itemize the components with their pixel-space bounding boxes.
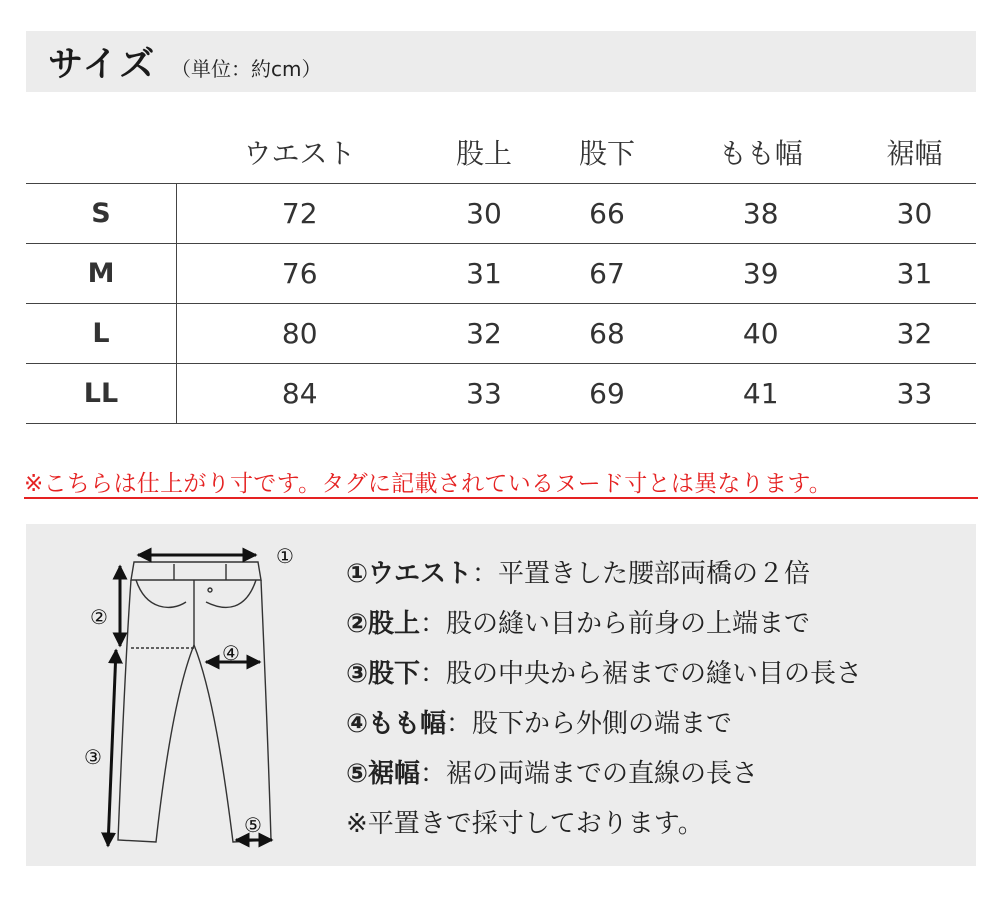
pants-outline-icon	[118, 562, 271, 842]
size-label: LL	[26, 364, 177, 424]
note-underline	[24, 497, 978, 499]
marker-inseam: ③	[84, 745, 102, 769]
table-cell: 39	[668, 244, 852, 304]
definition-term: ⑤裾幅	[346, 759, 421, 789]
definition-desc: ：股の縫い目から前身の上端まで	[420, 609, 811, 639]
size-table	[26, 120, 976, 424]
pants-diagram	[76, 540, 306, 860]
marker-waist: ①	[276, 544, 294, 568]
definition-desc: ：股の中央から裾までの縫い目の長さ	[420, 659, 863, 689]
column-header-rise: 股上	[422, 120, 545, 184]
table-cell: 72	[177, 184, 423, 244]
table-row	[26, 364, 976, 424]
title-bar	[26, 31, 976, 92]
column-header-thigh: もも幅	[668, 120, 852, 184]
table-cell: 67	[545, 244, 668, 304]
table-cell: 30	[422, 184, 545, 244]
table-row	[26, 184, 976, 244]
size-column-header	[26, 120, 177, 184]
size-label: M	[26, 244, 177, 304]
table-cell: 30	[853, 184, 976, 244]
marker-thigh: ④	[222, 641, 240, 665]
column-header-inseam: 股下	[545, 120, 668, 184]
table-cell: 31	[422, 244, 545, 304]
column-header-hem: 裾幅	[853, 120, 976, 184]
size-label: L	[26, 304, 177, 364]
definition-hem	[346, 754, 862, 804]
definition-waist	[346, 554, 862, 604]
definition-desc: ：平置きした腰部両橋の２倍	[472, 559, 811, 589]
measurement-note: ※こちらは仕上がり寸です。タグに記載されているヌード寸とは異なります。	[24, 471, 833, 497]
table-cell: 41	[668, 364, 852, 424]
definition-term: ①ウエスト	[346, 559, 473, 589]
table-cell: 76	[177, 244, 423, 304]
definition-desc: ：裾の両端までの直線の長さ	[420, 759, 759, 789]
definition-thigh	[346, 704, 862, 754]
measurement-guide	[26, 524, 976, 866]
definition-term: ③股下	[346, 659, 421, 689]
table-cell: 33	[853, 364, 976, 424]
table-cell: 69	[545, 364, 668, 424]
footnote: ※平置きで採寸しております。	[346, 809, 704, 839]
table-cell: 31	[853, 244, 976, 304]
table-cell: 32	[422, 304, 545, 364]
definition-term: ④もも幅	[346, 709, 447, 739]
table-row	[26, 244, 976, 304]
table-cell: 68	[545, 304, 668, 364]
table-cell: 80	[177, 304, 423, 364]
column-header-waist: ウエスト	[177, 120, 423, 184]
table-header-row	[26, 120, 976, 184]
table-cell: 33	[422, 364, 545, 424]
table-row	[26, 304, 976, 364]
definition-desc: ：股下から外側の端まで	[446, 709, 733, 739]
table-cell: 32	[853, 304, 976, 364]
marker-hem: ⑤	[244, 813, 262, 837]
table-cell: 40	[668, 304, 852, 364]
definition-rise	[346, 604, 862, 654]
definition-list	[346, 554, 862, 854]
table-cell: 84	[177, 364, 423, 424]
inseam-arrow	[108, 650, 116, 846]
size-label: S	[26, 184, 177, 244]
definition-inseam	[346, 654, 862, 704]
marker-rise: ②	[90, 605, 108, 629]
page-title: サイズ	[48, 45, 157, 85]
table-cell: 66	[545, 184, 668, 244]
unit-label: （単位：約cm）	[171, 57, 322, 81]
table-cell: 38	[668, 184, 852, 244]
definition-term: ②股上	[346, 609, 421, 639]
